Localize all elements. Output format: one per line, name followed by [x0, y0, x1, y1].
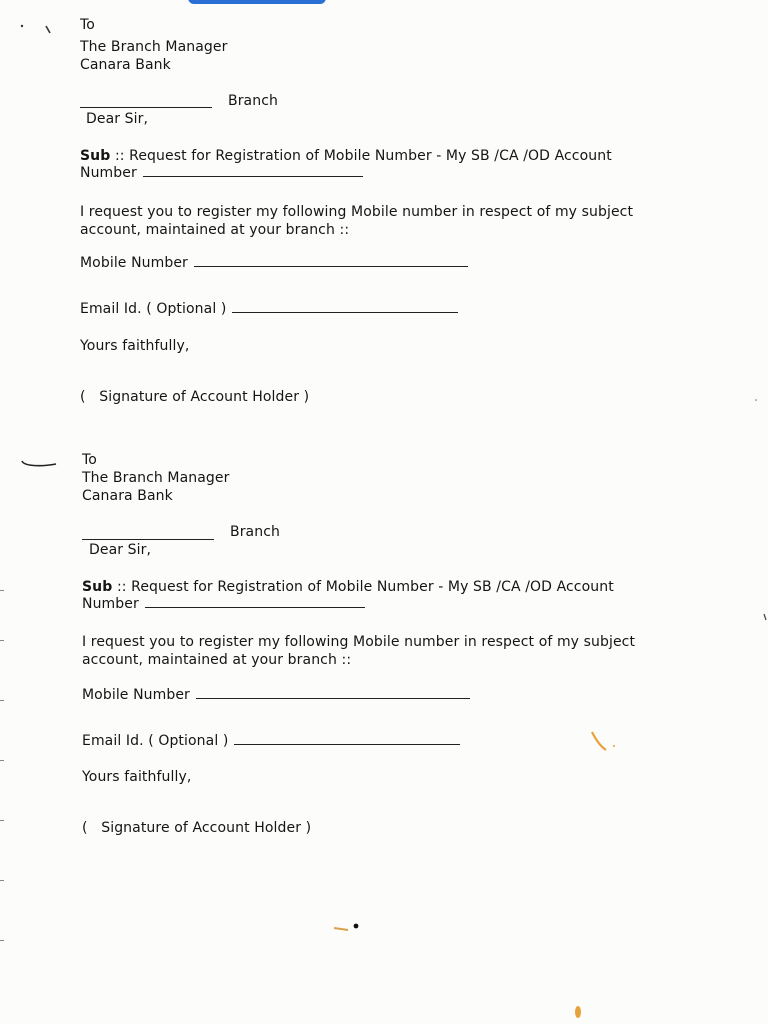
subject-text: :: Request for Registration of Mobile Number - My SB /CA /OD Account — [116, 579, 614, 595]
edge-tick — [0, 590, 4, 591]
subject-text: :: Request for Registration of Mobile Number - My SB /CA /OD Account — [114, 148, 612, 164]
dot-mark — [21, 25, 23, 27]
edge-mark — [764, 614, 766, 620]
stain-drop — [575, 1006, 581, 1018]
edge-tick — [0, 880, 4, 881]
email-label: Email Id. ( Optional ) — [82, 733, 229, 749]
body-line-1: I request you to register my following Mobile number in respect of my subject — [80, 204, 634, 220]
subject-label: Sub — [80, 148, 111, 164]
signature-line: ( Signature of Account Holder ) — [82, 820, 312, 836]
speck — [755, 399, 757, 401]
ink-dot — [354, 924, 359, 929]
account-number-label: Number — [82, 596, 139, 612]
stain-streak — [334, 928, 348, 930]
account-number-label: Number — [80, 165, 137, 181]
branch-label: Branch — [230, 524, 280, 540]
subject-label: Sub — [82, 579, 113, 595]
to-label: To — [80, 17, 95, 33]
edge-tick — [0, 820, 4, 821]
pen-tick-mark — [46, 26, 50, 33]
edge-tick — [0, 940, 4, 941]
bank-name: Canara Bank — [82, 488, 173, 504]
body-line-2: account, maintained at your branch :: — [80, 222, 350, 238]
closing: Yours faithfully, — [82, 769, 192, 785]
edge-tick — [0, 700, 4, 701]
stain-mark — [592, 732, 606, 750]
edge-tick — [0, 640, 4, 641]
pen-stroke-mark — [22, 461, 56, 466]
salutation: Dear Sir, — [86, 111, 149, 127]
recipient: The Branch Manager — [80, 39, 228, 55]
body-line-2: account, maintained at your branch :: — [82, 652, 352, 668]
salutation: Dear Sir, — [89, 542, 152, 558]
bank-name: Canara Bank — [80, 57, 171, 73]
signature-line: ( Signature of Account Holder ) — [80, 389, 310, 405]
email-label: Email Id. ( Optional ) — [80, 301, 227, 317]
branch-label: Branch — [228, 93, 278, 109]
stain-dot — [613, 745, 615, 747]
recipient: The Branch Manager — [82, 470, 230, 486]
mobile-number-label: Mobile Number — [80, 255, 188, 271]
body-line-1: I request you to register my following Mobile number in respect of my subject — [82, 634, 636, 650]
to-label: To — [82, 452, 97, 468]
edge-tick — [0, 760, 4, 761]
closing: Yours faithfully, — [80, 338, 190, 354]
mobile-number-label: Mobile Number — [82, 687, 190, 703]
